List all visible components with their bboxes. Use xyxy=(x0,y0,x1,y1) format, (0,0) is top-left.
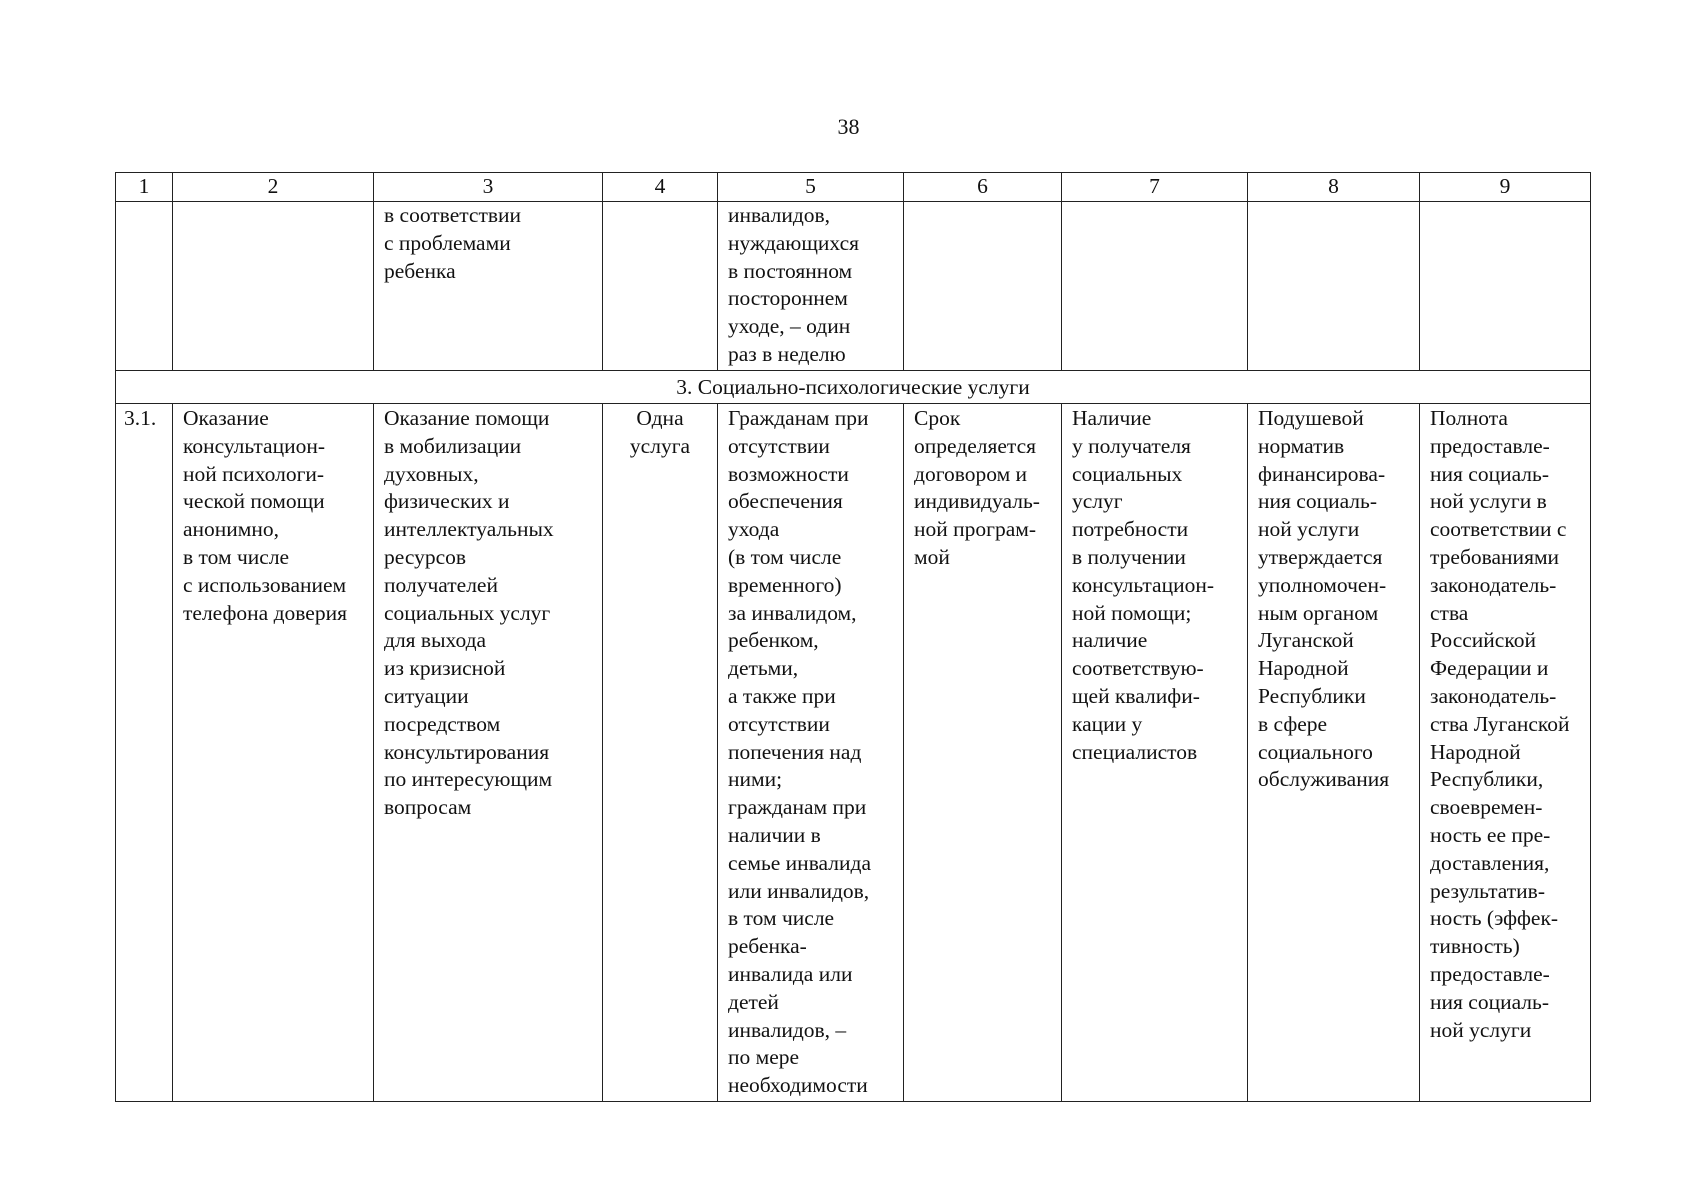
services-table xyxy=(115,172,1591,1102)
financing-cell: Подушевой норматив финансирова- ния социаль- ной услуги утверждается уполномочен- ным органом Луганской Народной Республики в сфере социального обслуживания xyxy=(1248,404,1420,1102)
column-number: 4 xyxy=(603,173,718,202)
column-number: 9 xyxy=(1420,173,1591,202)
table-cell xyxy=(1248,202,1420,371)
table-cell xyxy=(173,202,374,371)
table-cell xyxy=(904,202,1062,371)
service-description-cell: Оказание помощи в мобилизации духовных, физических и интеллектуальных ресурсов получателей социальных услуг для выхода из кризисной ситуации посредством консультирования по интересующим вопросам xyxy=(374,404,603,1102)
column-number: 3 xyxy=(374,173,603,202)
section-row xyxy=(116,371,1591,404)
table-cell xyxy=(116,202,173,371)
column-number: 6 xyxy=(904,173,1062,202)
conditions-cell: Наличие у получателя социальных услуг потребности в получении консультацион- ной помощи; наличие соответствую- щей квалифи- кации у специалистов xyxy=(1062,404,1248,1102)
page-number: 38 xyxy=(837,114,860,139)
service-name-cell: Оказание консультацион- ной психологи- ческой помощи анонимно, в том числе с использованием телефона доверия xyxy=(173,404,374,1102)
table-cell xyxy=(603,202,718,371)
row-number: 3.1. xyxy=(116,404,173,1102)
recipients-cell: Гражданам при отсутствии возможности обеспечения ухода (в том числе временного) за инвалидом, ребенком, детьми, а также при отсутствии попечения над ними; гражданам при наличии в семье инвалида или инвалидов, в том числе ребенка- инвалида или детей инвалидов, – по мере необходимости xyxy=(718,404,904,1102)
table-cell xyxy=(1420,202,1591,371)
unit-cell: Одна услуга xyxy=(603,404,718,1102)
table-cell xyxy=(1062,202,1248,371)
section-title: 3. Социально-психологические услуги xyxy=(116,371,1591,404)
quality-cell: Полнота предоставле- ния социаль- ной услуги в соответствии с требованиями законодатель- ства Российской Федерации и законодатель- ства Луганской Народной Республики, своевремен- ность ее пре- доставления, результатив- ность (эффек- тивность) предоставле- ния социаль- ной услуги xyxy=(1420,404,1591,1102)
column-number: 8 xyxy=(1248,173,1420,202)
term-cell: Срок определяется договором и индивидуаль- ной програм- мой xyxy=(904,404,1062,1102)
table-cell: инвалидов, нуждающихся в постоянном постороннем уходе, – один раз в неделю xyxy=(718,202,904,371)
column-number: 5 xyxy=(718,173,904,202)
column-number: 7 xyxy=(1062,173,1248,202)
table-row-3-1 xyxy=(116,404,1591,1102)
column-number: 2 xyxy=(173,173,374,202)
table-cell: в соответствии с проблемами ребенка xyxy=(374,202,603,371)
column-number-row xyxy=(116,173,1591,202)
continuation-row xyxy=(116,202,1591,371)
column-number: 1 xyxy=(116,173,173,202)
